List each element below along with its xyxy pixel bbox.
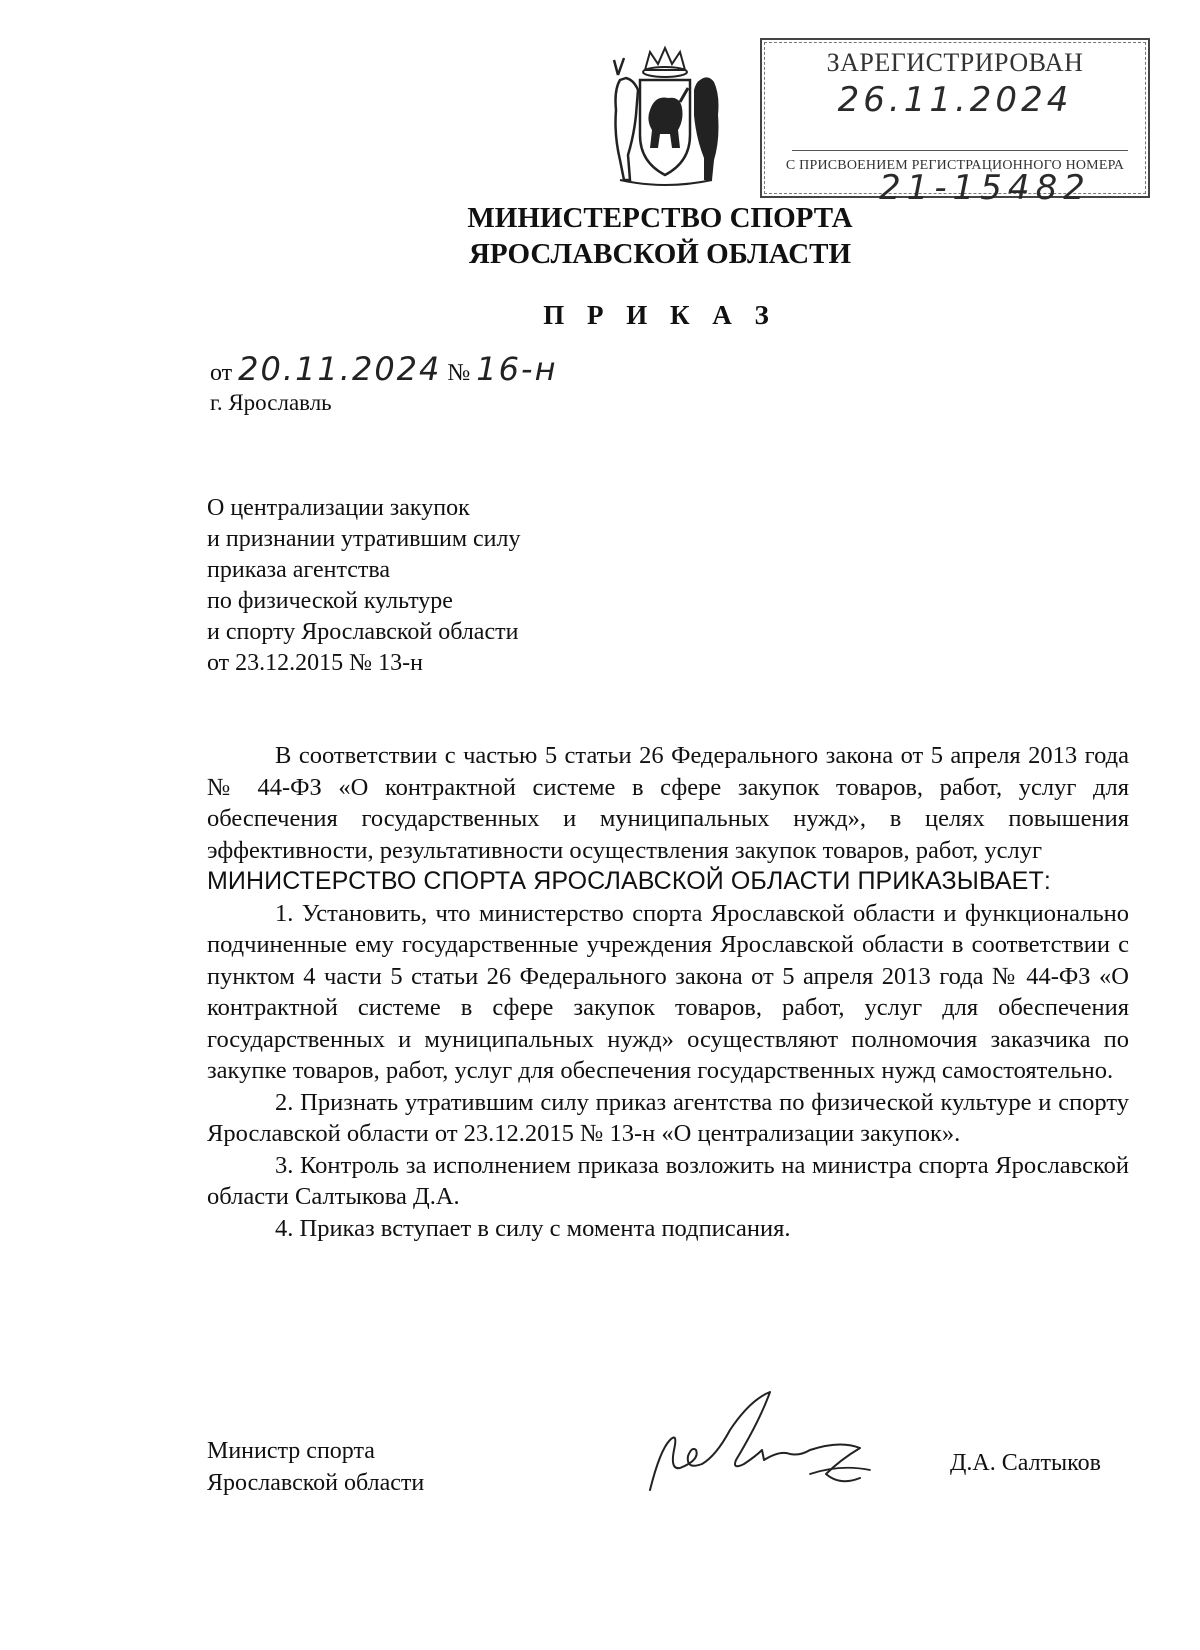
subject-line: и спорту Ярославской области [207, 619, 519, 645]
subject-line: О централизации закупок [207, 495, 470, 521]
position-line-2: Ярославской области [207, 1470, 425, 1496]
date-prefix: от [210, 360, 233, 386]
ministry-name [380, 200, 940, 272]
subject-line: приказа агентства [207, 557, 391, 583]
order-date: 20.11.2024 [238, 350, 442, 388]
order-item: 4. Приказ вступает в силу с момента подписания. [275, 1214, 791, 1242]
preamble-paragraph: В соответствии с частью 5 статьи 26 Федерального закона от 5 апреля 2013 года № 44-ФЗ «О контрактной системе в сфере закупок товаров, работ, услуг для обеспечения государственных и муниципальных нужд», в целях повышения эффективности, результативности осуществления закупок товаров, работ, услуг [207, 742, 1129, 864]
position-line-1: Министр спорта [207, 1438, 375, 1464]
order-date-number [210, 350, 557, 388]
order-number: 16-н [476, 350, 558, 388]
registration-stamp [760, 38, 1150, 208]
stamp-caption: С ПРИСВОЕНИЕМ РЕГИСТРАЦИОННОГО НОМЕРА [785, 158, 1125, 173]
order-subject [207, 493, 521, 679]
coat-of-arms-emblem [600, 40, 730, 190]
number-prefix: № [447, 360, 471, 386]
subject-line: от 23.12.2015 № 13-н [207, 650, 423, 676]
subject-line: по физической культуре [207, 588, 453, 614]
ministry-line-2: ЯРОСЛАВСКОЙ ОБЛАСТИ [468, 238, 852, 270]
stamp-date: 26.11.2024 [837, 80, 1073, 120]
handwritten-signature [640, 1390, 900, 1500]
signatory-name: Д.А. Салтыков [950, 1450, 1101, 1476]
stamp-divider [792, 150, 1128, 151]
order-item: 2. Признать утратившим силу приказ агентства по физической культуре и спорту Ярославской области от 23.12.2015 № 13-н «О централизации закупок». [207, 1088, 1129, 1147]
order-item: 1. Установить, что министерство спорта Ярославской области и функционально подчиненные ему государственные учреждения Ярославской области в соответствии с пунктом 4 части 5 статьи 26 Федерального закона от 5 апреля 2013 года № 44-ФЗ «О контрактной системе в сфере закупок товаров, работ, услуг для обеспечения государственных и муниципальных нужд» осуществляют полномочия заказчика по закупке товаров, работ, услуг для обеспечения государственных нужд самостоятельно. [207, 899, 1129, 1084]
stamp-registration-number: 21-15482 [879, 168, 1091, 208]
signatory-position [207, 1435, 424, 1499]
city: г. Ярославль [210, 390, 332, 415]
document-type-title: П Р И К А З [543, 300, 777, 330]
order-body [207, 740, 1129, 1244]
subject-line: и признании утратившим силу [207, 526, 521, 552]
stamp-title: ЗАРЕГИСТРИРОВАН [826, 48, 1084, 77]
ministry-line-1: МИНИСТЕРСТВО СПОРТА [467, 202, 853, 234]
decree-line: МИНИСТЕРСТВО СПОРТА ЯРОСЛАВСКОЙ ОБЛАСТИ ПРИКАЗЫВАЕТ: [207, 867, 1051, 895]
order-item: 3. Контроль за исполнением приказа возложить на министра спорта Ярославской области Салтыкова Д.А. [207, 1151, 1129, 1210]
